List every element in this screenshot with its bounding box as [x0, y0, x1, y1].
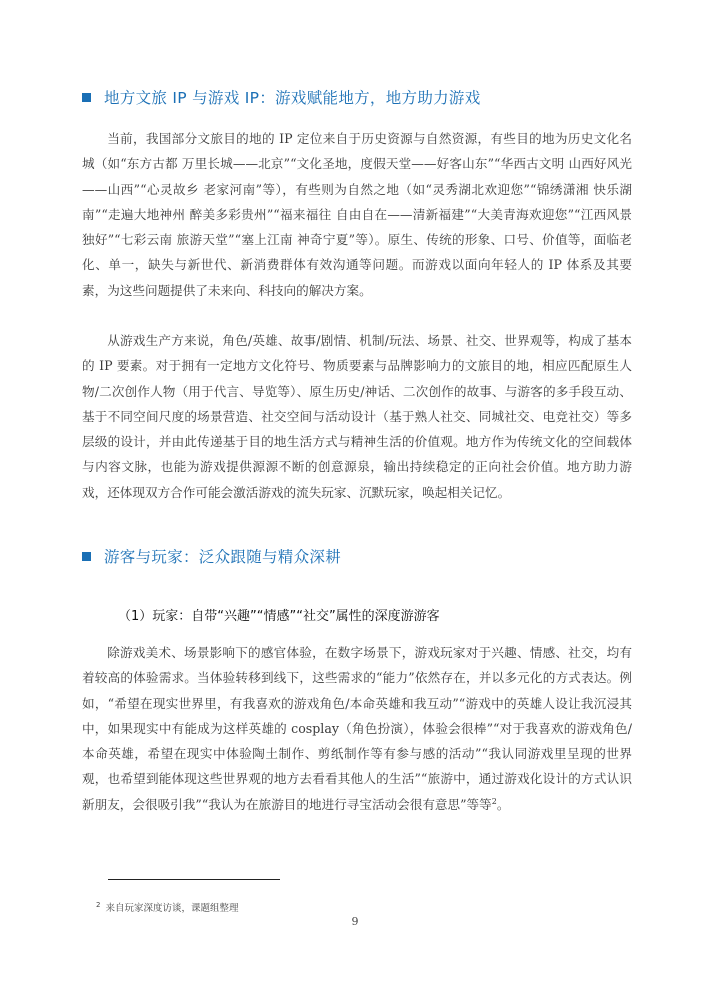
- sub-heading: （1）玩家：自带“兴趣”“情感”“社交”属性的深度游游客: [118, 609, 440, 624]
- footnote-divider: [108, 879, 280, 880]
- paragraph-text: 除游戏美术、场景影响下的感官体验，在数字场景下，游戏玩家对于兴趣、情感、社交，均有着较高的体验需求。当体验转移到线下，这些需求的“能力”依然存在，并以多元化的方式表达。例如，“希望在现实世界里，有我喜欢的游戏角色/本命英雄和我互动”“游戏中的英雄人设让我沉浸其中，如果现实中有能成为这样英雄的 cosplay（角色扮演），体验会很棒”“对于我喜欢的游戏角色/本命英雄，希望在现实中体验陶土制作、剪纸制作等有参与感的活动”“我认同游戏里呈现的世界观，也希望到能体现这些世界观的地方去看看其他人的生活”“旅游中，通过游戏化设计的方式认识新朋友，会很吸引我”“我认为在旅游目的地进行寻宝活动会很有意思”等等: [82, 645, 632, 812]
- footnote: [96, 900, 238, 914]
- section-heading-1: [82, 86, 481, 108]
- bullet-square-icon: [82, 93, 91, 102]
- page-number: 9: [351, 915, 359, 928]
- body-paragraph: 除游戏美术、场景影响下的感官体验，在数字场景下，游戏玩家对于兴趣、情感、社交，均有着较高的体验需求。当体验转移到线下，这些需求的“能力”依然存在，并以多元化的方式表达。例如，“希望在现实世界里，有我喜欢的游戏角色/本命英雄和我互动”“游戏中的英雄人设让我沉浸其中，如果现实中有能成为这样英雄的 cosplay（角色扮演），体验会很棒”“对于我喜欢的游戏角色/本命英雄，希望在现实中体验陶土制作、剪纸制作等有参与感的活动”“我认同游戏里呈现的世界观，也希望到能体现这些世界观的地方去看看其他人的生活”“旅游中，通过游戏化设计的方式认识新朋友，会很吸引我”“我认为在旅游目的地进行寻宝活动会很有意思”等等$^2$。: [82, 645, 632, 812]
- footnote-number: 2: [96, 900, 101, 909]
- footnote-text: 来自玩家深度访谈，课题组整理: [105, 903, 239, 914]
- section-heading-2: [82, 545, 341, 567]
- section-title: 地方文旅 IP 与游戏 IP：游戏赋能地方，地方助力游戏: [104, 89, 481, 107]
- body-paragraph: 当前，我国部分文旅目的地的 IP 定位来自于历史资源与自然资源，有些目的地为历史文化名城（如“东方古都 万里长城——北京”“文化圣地，度假天堂——好客山东”“华西古文明 山西好风光——山西”“心灵故乡 老家河南”等），有些则为自然之地（如“灵秀湖北欢迎您”“锦绣潇湘 快乐湖南”“走遍大地神州 醉美多彩贵州”“福来福往 自由自在——清新福建”“大美青海欢迎您”“江西风景独好”“七彩云南 旅游天堂”“塞上江南 神奇宁夏”等）。原生、传统的形象、口号、价值等，面临老化、单一，缺失与新世代、新消费群体有效沟通等问题。而游戏以面向年轻人的 IP 体系及其要素，为这些问题提供了未来向、科技向的解决方案。: [82, 131, 632, 298]
- section-title: 游客与玩家：泛众跟随与精众深耕: [104, 548, 342, 566]
- footnote-reference: 2: [491, 796, 497, 806]
- body-paragraph: 从游戏生产方来说，角色/英雄、故事/剧情、机制/玩法、场景、社交、世界观等，构成了基本的 IP 要素。对于拥有一定地方文化符号、物质要素与品牌影响力的文旅目的地，相应匹配原生人物/二次创作人物（用于代言、导览等）、原生历史/神话、二次创作的故事、与游客的多手段互动、基于不同空间尺度的场景营造、社交空间与活动设计（基于熟人社交、同城社交、电竞社交）等多层级的设计，并由此传递基于目的地生活方式与精神生活的价值观。地方作为传统文化的空间载体与内容文脉，也能为游戏提供源源不断的创意源泉，输出持续稳定的正向社会价值。地方助力游戏，还体现双方合作可能会激活游戏的流失玩家、沉默玩家，唤起相关记忆。: [82, 333, 632, 500]
- bullet-square-icon: [82, 552, 91, 561]
